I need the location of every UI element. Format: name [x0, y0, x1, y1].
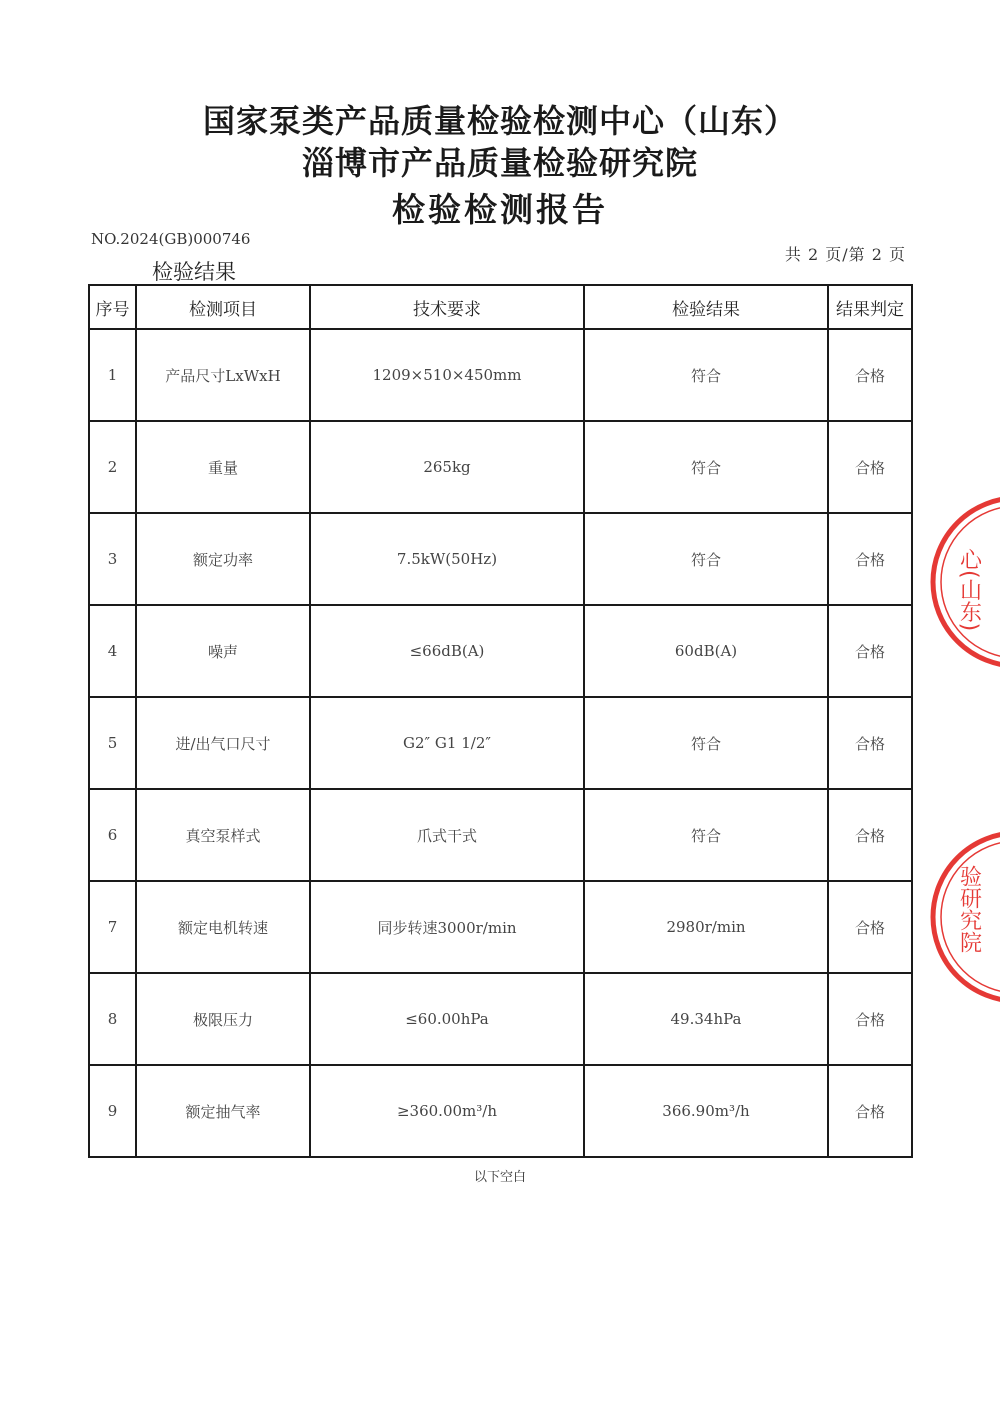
report-title-line1: 国家泵类产品质量检验检测中心（山东） [202, 102, 797, 140]
row-item: 噪声 [136, 605, 310, 697]
row-no: 9 [89, 1065, 136, 1157]
row-requirement: 爪式干式 [310, 789, 584, 881]
blank-below-note: 以下空白 [473, 1170, 526, 1185]
row-verdict: 合格 [828, 789, 912, 881]
row-no: 1 [89, 329, 136, 421]
row-no: 5 [89, 697, 136, 789]
table-row [89, 421, 912, 513]
row-result: 2980r/min [584, 881, 828, 973]
table-row [89, 697, 912, 789]
table-row [89, 605, 912, 697]
row-result: 符合 [584, 697, 828, 789]
row-requirement: 265kg [310, 421, 584, 513]
row-no: 8 [89, 973, 136, 1065]
row-requirement: 1209×510×450mm [310, 329, 584, 421]
row-no: 3 [89, 513, 136, 605]
row-requirement: ≥360.00m³/h [310, 1065, 584, 1157]
row-item: 额定电机转速 [136, 881, 310, 973]
results-table [88, 284, 913, 1158]
row-verdict: 合格 [828, 973, 912, 1065]
page-count: 共 2 页/第 2 页 [784, 245, 906, 264]
row-item: 额定功率 [136, 513, 310, 605]
row-item: 重量 [136, 421, 310, 513]
seal-stamp-icon [925, 825, 1000, 1010]
table-row [89, 973, 912, 1065]
row-item: 极限压力 [136, 973, 310, 1065]
header-result: 检验结果 [584, 285, 828, 329]
row-item: 进/出气口尺寸 [136, 697, 310, 789]
row-no: 6 [89, 789, 136, 881]
header-verdict: 结果判定 [828, 285, 912, 329]
table-header-row [89, 285, 912, 329]
table-row [89, 789, 912, 881]
row-no: 2 [89, 421, 136, 513]
row-verdict: 合格 [828, 513, 912, 605]
row-result: 符合 [584, 789, 828, 881]
row-result: 符合 [584, 329, 828, 421]
table-row [89, 881, 912, 973]
row-item: 额定抽气率 [136, 1065, 310, 1157]
row-verdict: 合格 [828, 697, 912, 789]
table-row [89, 1065, 912, 1157]
row-requirement: 7.5kW(50Hz) [310, 513, 584, 605]
section-title: 检验结果 [152, 260, 236, 284]
header-item: 检测项目 [136, 285, 310, 329]
row-no: 4 [89, 605, 136, 697]
report-title-line2: 淄博市产品质量检验研究院 [301, 144, 698, 182]
row-requirement: G2″ G1 1/2″ [310, 697, 584, 789]
row-result: 49.34hPa [584, 973, 828, 1065]
row-requirement: ≤66dB(A) [310, 605, 584, 697]
svg-text:心(山东): 心(山东) [956, 548, 982, 632]
header-requirement: 技术要求 [310, 285, 584, 329]
table-row [89, 329, 912, 421]
row-no: 7 [89, 881, 136, 973]
header-no: 序号 [89, 285, 136, 329]
row-verdict: 合格 [828, 329, 912, 421]
row-result: 60dB(A) [584, 605, 828, 697]
row-result: 符合 [584, 513, 828, 605]
svg-text:验研究院: 验研究院 [956, 865, 982, 953]
report-title-line3: 检验检测报告 [392, 190, 608, 229]
row-requirement: ≤60.00hPa [310, 973, 584, 1065]
row-verdict: 合格 [828, 421, 912, 513]
row-item: 产品尺寸LxWxH [136, 329, 310, 421]
report-number: NO.2024(GB)000746 [91, 230, 251, 248]
table-row [89, 513, 912, 605]
row-verdict: 合格 [828, 605, 912, 697]
row-requirement: 同步转速3000r/min [310, 881, 584, 973]
row-item: 真空泵样式 [136, 789, 310, 881]
row-result: 符合 [584, 421, 828, 513]
row-result: 366.90m³/h [584, 1065, 828, 1157]
row-verdict: 合格 [828, 1065, 912, 1157]
seal-stamp-icon [925, 490, 1000, 675]
row-verdict: 合格 [828, 881, 912, 973]
